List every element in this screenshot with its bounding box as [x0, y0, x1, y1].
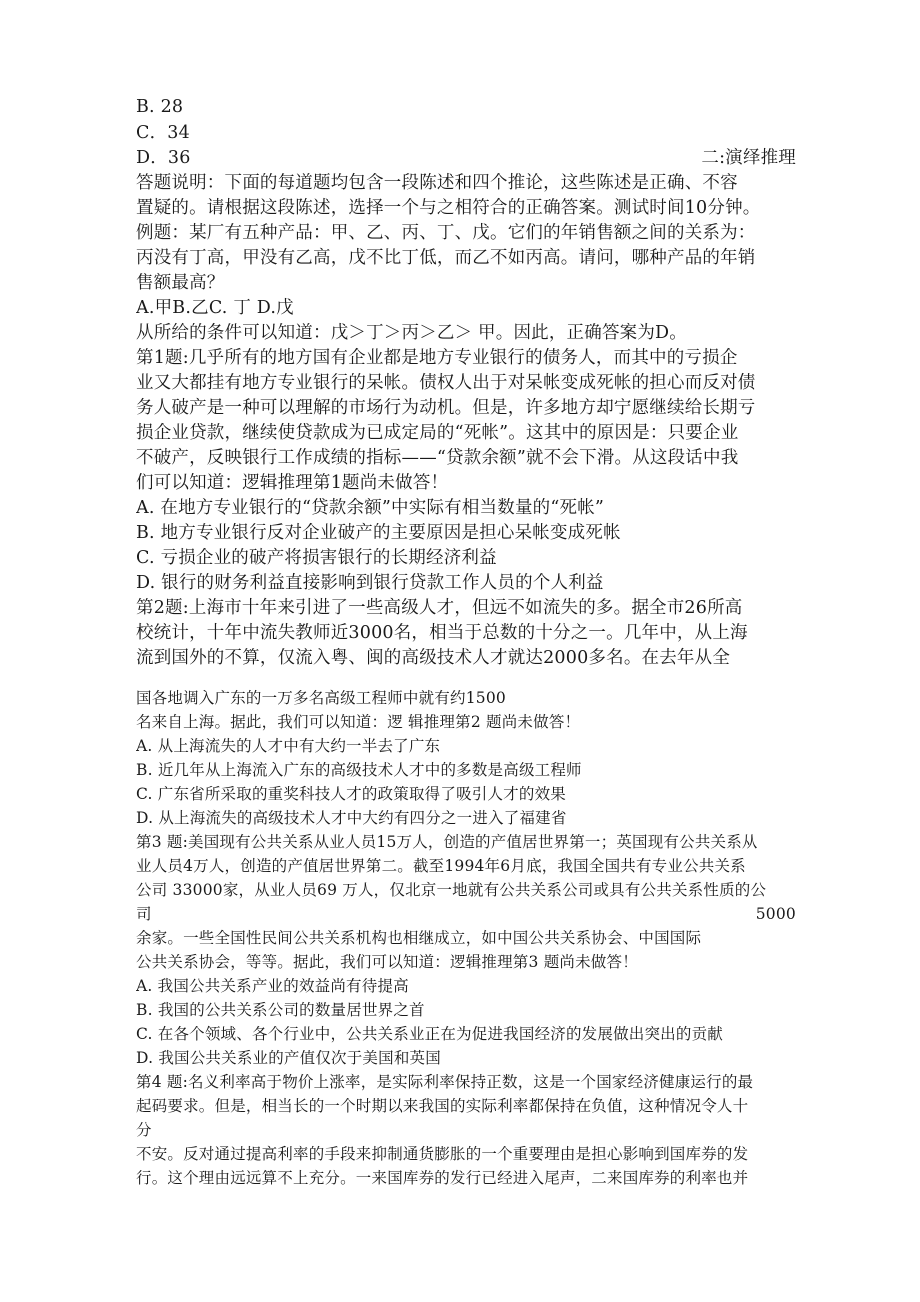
q2-line-4: 国各地调入广东的一万多名高级工程师中就有约1500 [136, 689, 506, 707]
q1-option-a: A. 在地方专业银行的“贷款余额”中实际有相当数量的“死帐” [136, 498, 605, 518]
example-line-1: 例题：某厂有五种产品：甲、乙、丙、丁、戊。它们的年销售额之间的关系为： [136, 223, 756, 243]
q2-option-c: C. 广东省所采取的重奖科技人才的政策取得了吸引人才的效果 [136, 785, 566, 803]
q3-line-3: 公司 33000家，从业人员69 万人，仅北京一地就有公共关系公司或具有公共关系性质的公 [136, 881, 767, 899]
q4-line-2: 起码要求。但是，相当长的一个时期以来我国的实际利率都保持在负值，这种情况令人十 [136, 1097, 749, 1115]
option-b-prev: B. 28 [136, 97, 184, 117]
q3-option-c: C. 在各个领域、各个行业中，公共关系业正在为促进我国经济的发展做出突出的贡献 [136, 1025, 723, 1043]
q2-line-2: 校统计，十年中流失教师近3000名，相当于总数的十分之一。几年中，从上海 [136, 623, 748, 643]
q1-line-3: 务人破产是一种可以理解的市场行为动机。但是，许多地方却宁愿继续给长期亏 [136, 398, 756, 418]
q4-line-3: 分 [136, 1121, 152, 1139]
q1-line-5: 不破产，反映银行工作成绩的指标——“贷款余额”就不会下滑。从这段话中我 [136, 448, 739, 468]
option-d-prev: D．36 [136, 148, 191, 168]
q3-option-b: B. 我国的公共关系公司的数量居世界之首 [136, 1001, 425, 1019]
q3-option-d: D. 我国公共关系业的产值仅次于美国和英国 [136, 1049, 441, 1067]
q4-line-4: 不安。反对通过提高利率的手段来抑制通货膨胀的一个重要理由是担心影响到国库券的发 [136, 1145, 749, 1163]
example-line-2: 丙没有丁高，甲没有乙高，戊不比丁低，而乙不如丙高。请问，哪种产品的年销 [136, 248, 756, 268]
option-c-prev: C．34 [136, 123, 190, 143]
intro-line-1: 答题说明：下面的每道题均包含一段陈述和四个推论，这些陈述是正确、不容 [136, 173, 738, 193]
q2-option-d: D. 从上海流失的高级技术人才中大约有四分之一进入了福建省 [136, 809, 567, 827]
example-line-3: 售额最高？ [136, 273, 225, 293]
section-title: 二:演绎推理 [701, 148, 796, 168]
q1-option-b: B. 地方专业银行反对企业破产的主要原因是担心呆帐变成死帐 [136, 523, 621, 543]
option-d-line [136, 145, 796, 171]
q2-line-3: 流到国外的不算，仅流入粤、闽的高级技术人才就达2000多名。在去年从全 [136, 648, 731, 668]
q1-option-d: D. 银行的财务利益直接影响到银行贷款工作人员的个人利益 [136, 573, 604, 593]
q3-line-6: 公共关系协会，等等。据此，我们可以知道：逻辑推理第3 题尚未做答！ [136, 953, 638, 971]
q2-line-1: 第2题:上海市十年来引进了一些高级人才，但远不如流失的多。据全市26所高 [136, 598, 743, 618]
q3-line-1: 第3 题:美国现有公共关系从业人员15万人，创造的产值居世界第一；英国现有公共关系从 [136, 833, 758, 851]
q3-line-4-right: 5000 [755, 905, 796, 923]
q2-option-b: B. 近几年从上海流入广东的高级技术人才中的多数是高级工程师 [136, 761, 582, 779]
q2-line-5: 名来自上海。据此，我们可以知道：逻 辑推理第2 题尚未做答！ [136, 713, 581, 731]
q2-option-a: A. 从上海流失的人才中有大约一半去了广东 [136, 737, 441, 755]
intro-line-2: 置疑的。请根据这段陈述，选择一个与之相符合的正确答案。测试时间10分钟。 [136, 198, 761, 218]
q3-line-2: 业人员4万人，创造的产值居世界第二。截至1994年6月底，我国全国共有专业公共关系 [136, 857, 746, 875]
q1-line-6: 们可以知道：逻辑推理第1题尚未做答！ [136, 473, 449, 493]
q1-line-2: 业又大都挂有地方专业银行的呆帐。债权人出于对呆帐变成死帐的担心而反对债 [136, 373, 756, 393]
q3-option-a: A. 我国公共关系产业的效益尚有待提高 [136, 977, 409, 995]
q1-line-1: 第1题:几乎所有的地方国有企业都是地方专业银行的债务人，而其中的亏损企 [136, 348, 738, 368]
q3-line-4-left: 司 [136, 905, 152, 923]
q4-line-5: 行。这个理由远远算不上充分。一来国库券的发行已经进入尾声，二来国库券的利率也并 [136, 1169, 749, 1187]
q1-line-4: 损企业贷款，继续使贷款成为已成定局的“死帐”。这其中的原因是：只要企业 [136, 423, 739, 443]
q4-line-1: 第4 题:名义利率高于物价上涨率，是实际利率保持正数，这是一个国家经济健康运行的最 [136, 1073, 754, 1091]
q3-line-5: 余家。一些全国性民间公共关系机构也相继成立，如中国公共关系协会、中国国际 [136, 929, 702, 947]
example-options: A.甲B.乙C. 丁 D.戊 [136, 298, 294, 318]
q1-option-c: C. 亏损企业的破产将损害银行的长期经济利益 [136, 548, 497, 568]
q3-line-4 [136, 902, 796, 926]
example-answer: 从所给的条件可以知道：戊＞丁＞丙＞乙＞ 甲。因此，正确答案为D。 [136, 323, 687, 343]
